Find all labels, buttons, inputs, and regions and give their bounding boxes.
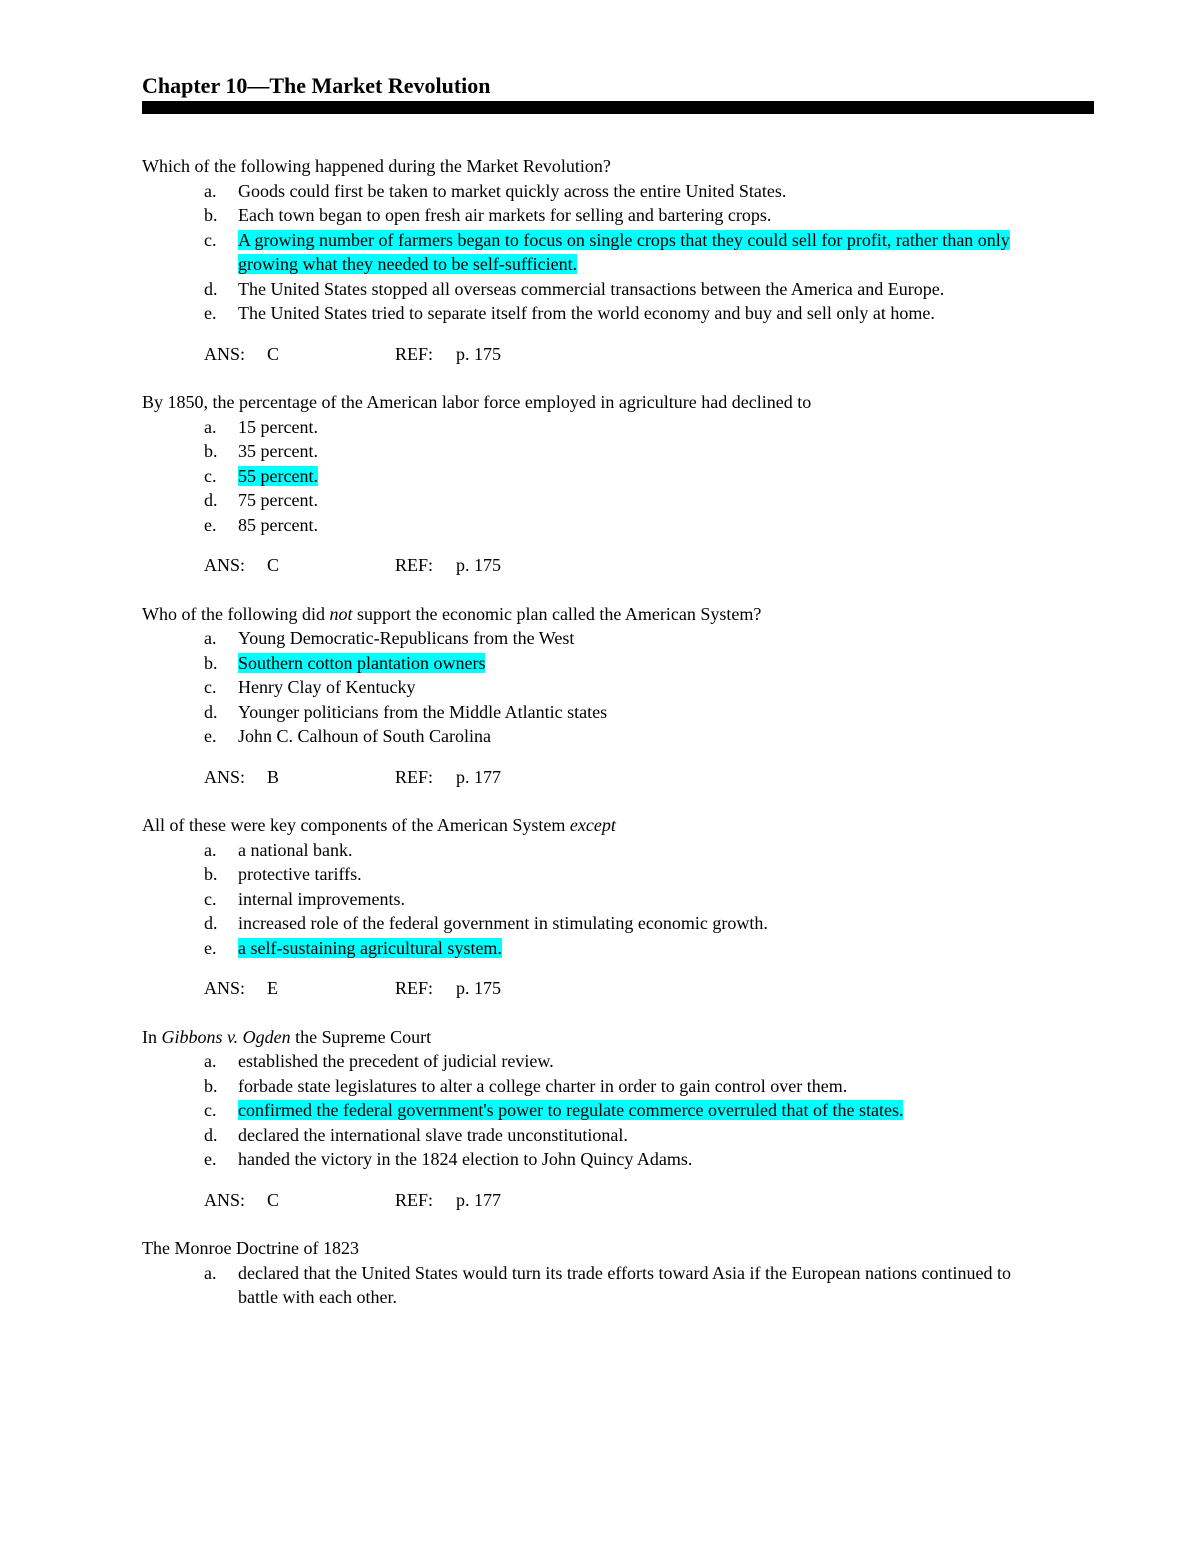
option-letter: d. [204,278,218,299]
answer-line [142,553,1094,578]
answer-highlight: confirmed the federal government's power to regulate commerce overruled that of the states. [238,1100,904,1120]
question-6 [142,1236,1094,1310]
ans-label: ANS: [204,555,246,575]
option-letter: e. [204,726,217,746]
option-letter: a. [204,180,217,201]
chapter-title: Chapter 10—The Market Revolution [142,73,491,98]
question-stem: In Gibbons v. Ogden the Supreme Court [142,1026,432,1047]
question-5 [142,1025,1094,1213]
option-text: The United States tried to separate itself from the world economy and buy and sell only at home. [238,303,935,323]
option-b-correct [142,651,1094,676]
option-c-correct [142,464,1094,489]
question-stem: By 1850, the percentage of the American labor force employed in agriculture had declined to [142,392,812,412]
ans-label: ANS: [204,978,246,998]
option-letter: b. [204,441,218,461]
option-letter: a. [204,416,217,437]
ref-value: p. 177 [456,766,501,787]
option-text: a national bank. [238,839,353,860]
question-stem: The Monroe Doctrine of 1823 [142,1238,359,1258]
option-a [142,1049,1094,1074]
option-text: handed the victory in the 1824 election to John Quincy Adams. [238,1149,693,1169]
answer-highlight: 55 percent. [238,465,318,486]
option-a [142,838,1094,863]
option-text: internal improvements. [238,888,405,909]
option-letter: e. [204,303,217,323]
ref-value: p. 175 [456,555,501,575]
option-letter: e. [204,514,217,535]
question-stem: Which of the following happened during the Market Revolution? [142,156,611,176]
document-page [142,72,1094,1334]
ans-value: E [267,978,278,998]
option-letter: c. [204,677,217,697]
ans-value: C [267,1189,280,1210]
ans-value: C [267,343,280,364]
ans-value: C [267,555,280,575]
option-list [142,626,1094,749]
question-stem: Who of the following did not support the economic plan called the American System? [142,603,762,624]
option-e [142,1147,1094,1172]
option-e-correct [142,936,1094,961]
option-text [238,228,1094,277]
answer-line [142,342,1094,367]
option-letter: b. [204,205,218,225]
option-text: Each town began to open fresh air markets for selling and bartering crops. [238,205,772,225]
option-letter: b. [204,652,218,673]
option-a [142,179,1094,204]
option-b [142,439,1094,464]
option-text [238,651,1094,676]
answer-highlight: a self-sustaining agricultural system. [238,937,502,958]
option-d [142,277,1094,302]
option-letter: c. [204,229,217,250]
option-letter: c. [204,465,217,486]
option-letter: e. [204,1149,217,1169]
ref-label: REF: [395,555,434,575]
ref-value: p. 177 [456,1189,501,1210]
option-text: Younger politicians from the Middle Atlantic states [238,701,608,722]
option-c [142,887,1094,912]
option-list [142,1049,1094,1172]
option-d [142,1123,1094,1148]
option-text: 35 percent. [238,441,318,461]
title-rule [142,101,1094,114]
option-e [142,724,1094,749]
option-text: Young Democratic-Republicans from the West [238,628,575,648]
option-letter: c. [204,1100,217,1120]
ans-value: B [267,766,280,787]
option-letter: d. [204,913,218,933]
question-list [142,154,1094,1310]
question-4 [142,813,1094,1001]
option-text: declared that the United States would turn its trade efforts toward Asia if the European nations continued to battle with each other. [238,1262,1011,1307]
option-letter: e. [204,937,217,958]
option-text: forbade state legislatures to alter a college charter in order to gain control over them. [238,1075,848,1096]
option-text: John C. Calhoun of South Carolina [238,726,491,746]
answer-highlight: Southern cotton plantation owners [238,652,486,673]
option-letter: b. [204,864,218,884]
option-letter: b. [204,1075,218,1096]
ref-label: REF: [395,343,434,364]
answer-highlight: A growing number of farmers began to focus on single crops that they could sell for profit, rather than only growing what they needed to be self-sufficient. [238,229,1010,274]
option-b [142,862,1094,887]
option-text: protective tariffs. [238,864,362,884]
option-text: Goods could first be taken to market quickly across the entire United States. [238,180,787,201]
ans-label: ANS: [204,1189,246,1210]
ref-label: REF: [395,978,434,998]
option-a [142,415,1094,440]
option-letter: a. [204,1051,217,1071]
question-3 [142,602,1094,790]
option-a [142,1261,1094,1310]
option-d [142,911,1094,936]
option-letter: c. [204,888,217,909]
option-letter: d. [204,701,218,722]
option-c-correct [142,1098,1094,1123]
option-text: increased role of the federal government in stimulating economic growth. [238,913,768,933]
question-stem: All of these were key components of the American System except [142,815,616,835]
option-e [142,513,1094,538]
option-text: 75 percent. [238,490,318,510]
ans-label: ANS: [204,343,246,364]
option-text: declared the international slave trade unconstitutional. [238,1124,628,1145]
ans-label: ANS: [204,766,246,787]
ref-value: p. 175 [456,978,501,998]
option-d [142,488,1094,513]
option-b [142,203,1094,228]
option-list [142,1261,1094,1310]
option-text [238,936,1094,961]
option-c [142,675,1094,700]
option-text: The United States stopped all overseas commercial transactions between the America and Europe. [238,278,945,299]
option-list [142,179,1094,326]
option-b [142,1074,1094,1099]
answer-line [142,976,1094,1001]
option-d [142,700,1094,725]
question-1 [142,154,1094,366]
ref-label: REF: [395,1189,434,1210]
option-letter: d. [204,1124,218,1145]
option-text [238,464,1094,489]
option-letter: a. [204,1262,217,1283]
option-letter: a. [204,839,217,860]
option-letter: d. [204,490,218,510]
option-c-correct [142,228,1094,277]
option-letter: a. [204,628,217,648]
option-text: Henry Clay of Kentucky [238,677,416,697]
question-2 [142,390,1094,578]
option-a [142,626,1094,651]
option-e [142,301,1094,326]
option-text: established the precedent of judicial review. [238,1051,554,1071]
ref-label: REF: [395,766,434,787]
option-list [142,838,1094,961]
answer-line [142,1188,1094,1213]
option-text: 15 percent. [238,416,318,437]
option-list [142,415,1094,538]
option-text: 85 percent. [238,514,318,535]
answer-line [142,765,1094,790]
ref-value: p. 175 [456,343,501,364]
option-text [238,1098,1094,1123]
